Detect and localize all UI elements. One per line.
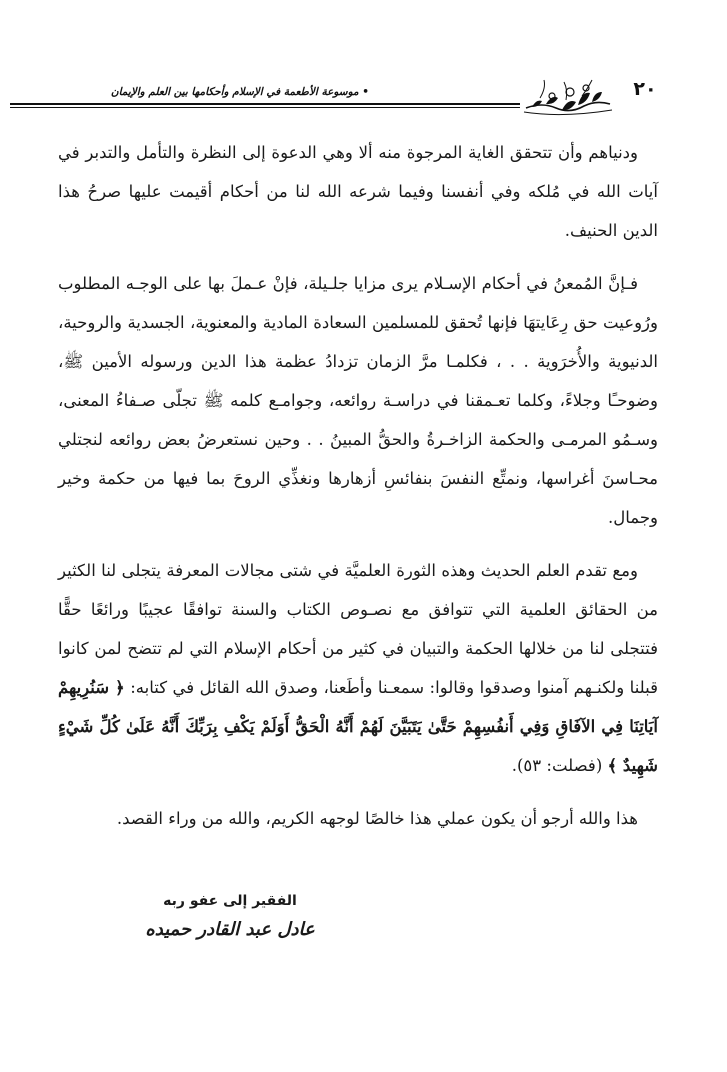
closing-paragraph: هذا والله أرجو أن يكون عملي هذا خالصًا لوجهه الكريم، والله من وراء القصد. <box>116 809 638 828</box>
verse-citation: (فصلت: ٥٣). <box>511 756 603 775</box>
page-body <box>58 133 658 852</box>
paragraph-2: فـإنَّ المُمعنُ في أحكام الإسـلام يرى مزايا جلـيلة، فإنْ عـملَ بها على الوجـه المطلوب ورُوعيت حق رِعَايتهَا فإنها تُحقق للمسلمين السعادة المادية والمعنوية، الجسدية والروحية، الدنيوية والأُخرَوية . . ، فكلمـا مرَّ الزمان تزدادُ عظمة هذا الدين ورسوله الأمين ﷺ، وضوحـًا وجلاءً، وكلما تعـمقنا في دراسـة روائعه، وجوامـع كلمه ﷺ تجلّى صـفاءُ المعنى، وسـمُو المرمـى والحكمة الزاخـرةُ والحقُّ المبينُ . . وحين نستعرضُ بعض روائعه لنجتلي محـاسنَ أغراسها، ونمتِّع النفسَ بنفائسِ أزهارها ونغذِّي الروحَ بما فيها من حكمة وخير وجمال. <box>58 274 658 527</box>
running-title: • موسوعة الأطعمة في الإسلام وأحكامها بين العلم والإيمان <box>110 86 369 98</box>
paragraph-3 <box>58 551 658 785</box>
header-rule <box>10 103 520 105</box>
page-header <box>10 74 700 120</box>
author-name: عادل عبد القادر حميده <box>145 919 315 940</box>
page-number: ٢٠ <box>633 78 657 100</box>
quran-verse: ﴿ سَنُرِيهِمْ آيَاتِنَا فِي الآفَاقِ وَفِي أَنفُسِهِمْ حَتَّىٰ يَتَبَيَّنَ لَهُمْ أَنَّهُ الْحَقُّ أَوَلَمْ يَكْفِ بِرَبِّكَ أَنَّهُ عَلَىٰ كُلِّ شَيْءٍ شَهِيدٌ ﴾ <box>58 678 658 775</box>
author-signature <box>100 893 360 940</box>
paragraph-3-text: ومع تقدم العلم الحديث وهذه الثورة العلميَّة في شتى مجالات المعرفة يتجلى لنا الكثير من الحقائق العلمية التي تتوافق مع نصـوص الكتاب والسنة توافقًا عجيبًا ورائعًا حقًّا فتتجلى لنا من خلالها الحكمة والتبيان في كثير من أحكام الإسلام التي لم تتضح لمن كانوا قبلنا ولكنـهم آمنوا وصدقوا وقالوا: سمعـنا وأطَعنا، وصدق الله القائل في كتابه: <box>58 561 658 697</box>
signature-line-1: الفقير إلى عفو ربه <box>163 893 297 909</box>
floral-ornament-icon <box>522 74 632 120</box>
paragraph-1: ودنياهم وأن تتحقق الغاية المرجوة منه ألا وهي الدعوة إلى النظرة والتأمل والتدبر في آيات الله في مُلكه وفي أنفسنا وفيما شرعه الله لنا من أحكام أقيمت عليها صرحُ هذا الدين الحنيف. <box>58 143 658 240</box>
header-rule-thin <box>10 107 520 108</box>
